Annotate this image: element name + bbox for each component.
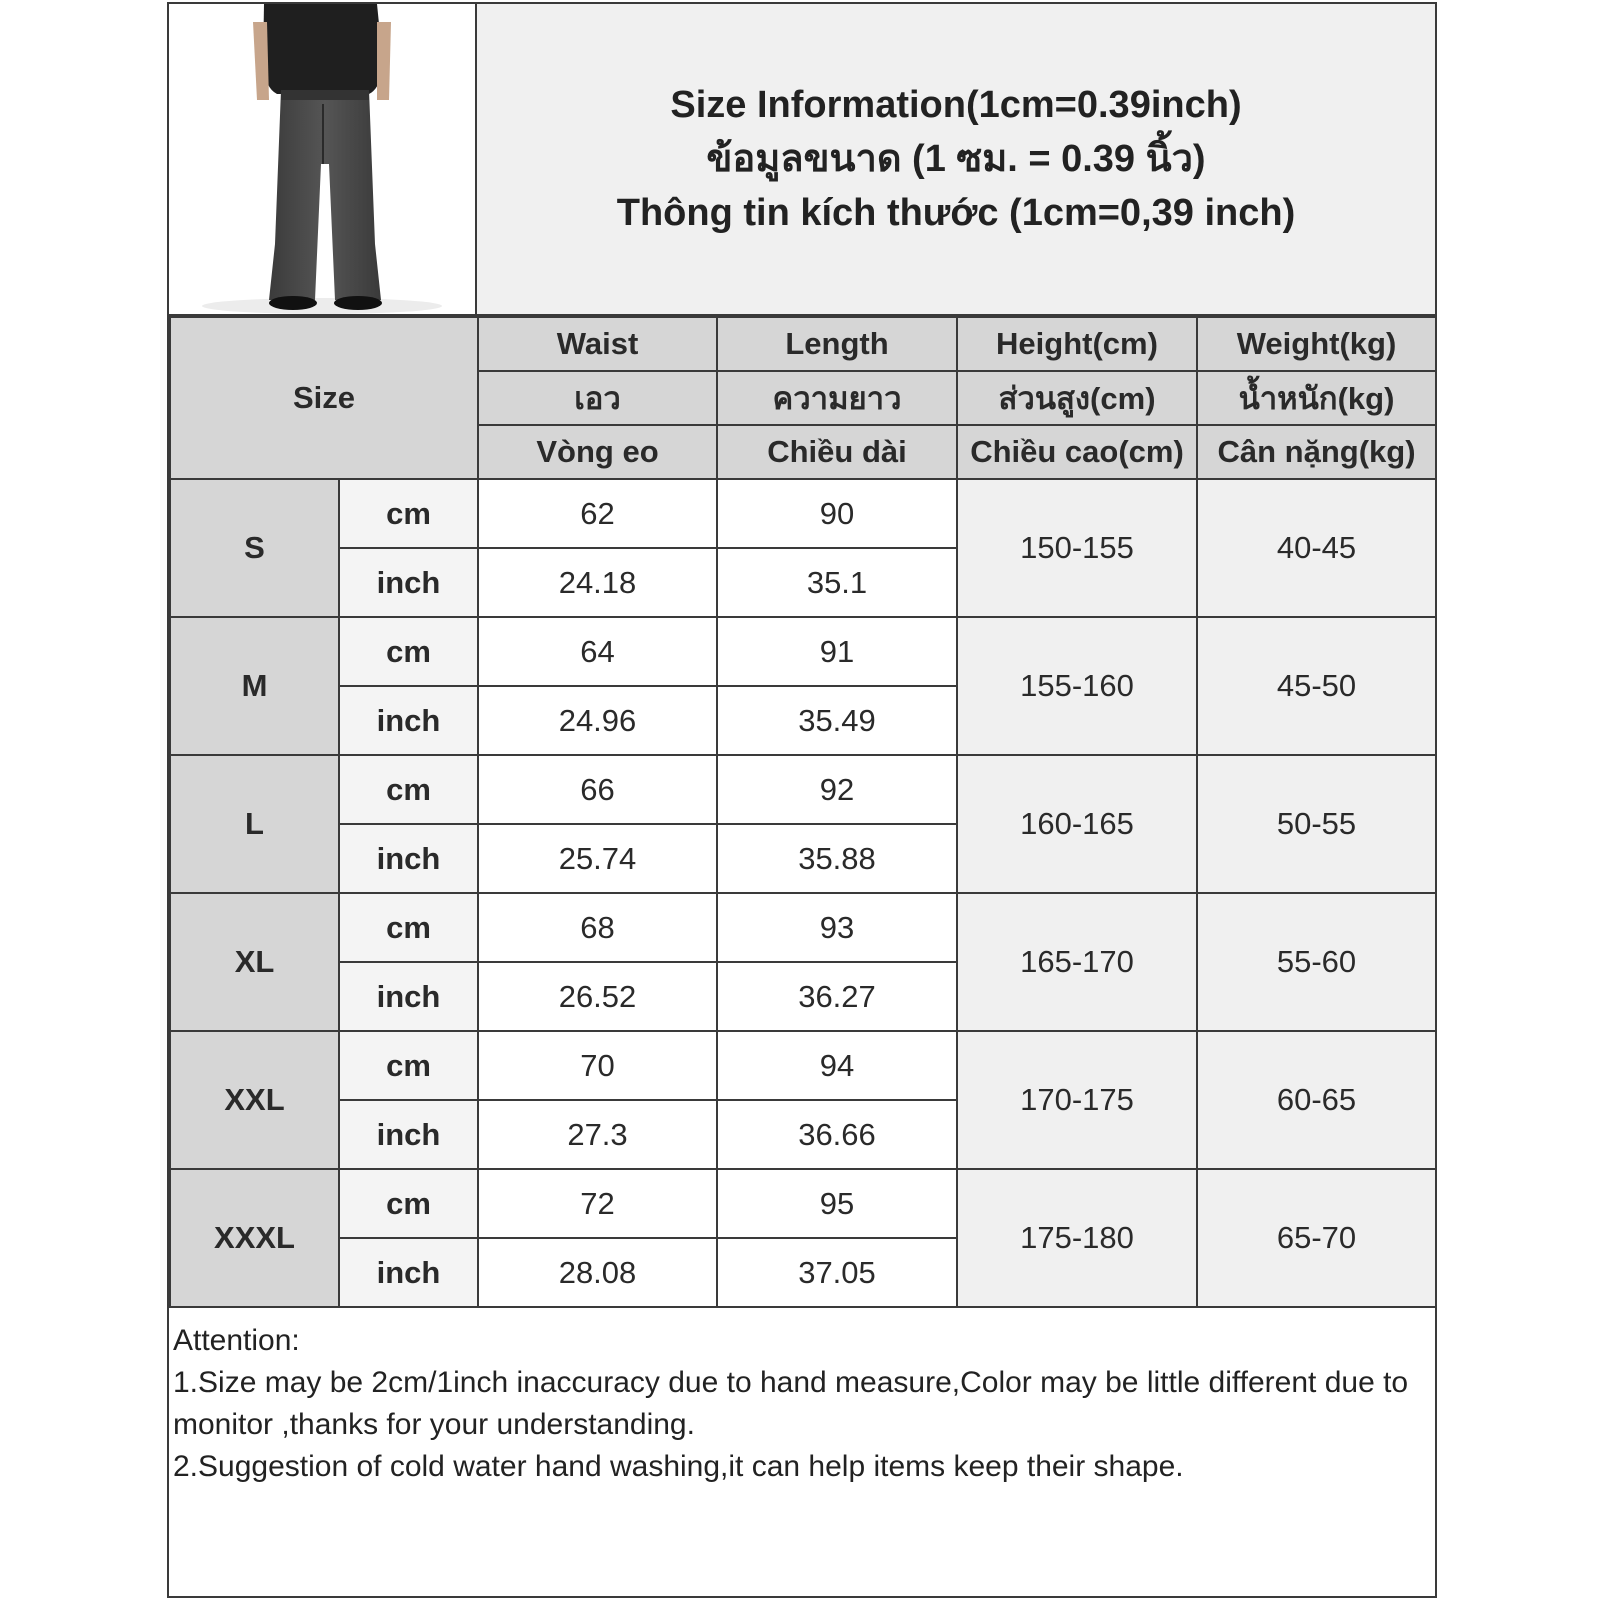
product-photo (169, 4, 477, 316)
model-wearing-jeans-image (169, 4, 475, 314)
length-inch: 36.66 (717, 1100, 957, 1169)
length-cm: 95 (717, 1169, 957, 1238)
table-row (170, 755, 1436, 824)
waist-inch: 24.96 (478, 686, 717, 755)
length-inch: 35.1 (717, 548, 957, 617)
size-label: XXL (170, 1031, 339, 1169)
unit-cm: cm (339, 893, 478, 962)
size-label: XL (170, 893, 339, 1031)
title-line-th: ข้อมูลขนาด (1 ซม. = 0.39 นิ้ว) (706, 138, 1206, 180)
weight-range: 50-55 (1197, 755, 1436, 893)
attention-heading: Attention: (173, 1324, 300, 1357)
length-cm: 94 (717, 1031, 957, 1100)
height-range: 160-165 (957, 755, 1197, 893)
col-header-length-en: Length (717, 317, 957, 371)
unit-cm: cm (339, 617, 478, 686)
height-range: 170-175 (957, 1031, 1197, 1169)
table-row (170, 1169, 1436, 1238)
weight-range: 60-65 (1197, 1031, 1436, 1169)
waist-cm: 72 (478, 1169, 717, 1238)
waist-inch: 27.3 (478, 1100, 717, 1169)
col-header-waist-en: Waist (478, 317, 717, 371)
col-header-length-vi: Chiều dài (717, 425, 957, 479)
unit-inch: inch (339, 824, 478, 893)
table-row (170, 479, 1436, 548)
waist-cm: 70 (478, 1031, 717, 1100)
col-header-waist-th: เอว (478, 371, 717, 425)
length-cm: 92 (717, 755, 957, 824)
col-header-height-th: ส่วนสูง(cm) (957, 371, 1197, 425)
size-label: L (170, 755, 339, 893)
height-range: 165-170 (957, 893, 1197, 1031)
length-cm: 93 (717, 893, 957, 962)
weight-range: 45-50 (1197, 617, 1436, 755)
weight-range: 65-70 (1197, 1169, 1436, 1307)
waist-cm: 68 (478, 893, 717, 962)
length-inch: 35.88 (717, 824, 957, 893)
title-line-en: Size Information(1cm=0.39inch) (670, 84, 1242, 126)
size-label: XXXL (170, 1169, 339, 1307)
col-header-length-th: ความยาว (717, 371, 957, 425)
unit-inch: inch (339, 1100, 478, 1169)
size-label: S (170, 479, 339, 617)
col-header-height-vi: Chiều cao(cm) (957, 425, 1197, 479)
attention-note-2: 2.Suggestion of cold water hand washing,it can help items keep their shape. (173, 1450, 1184, 1483)
col-header-weight-vi: Cân nặng(kg) (1197, 425, 1436, 479)
unit-cm: cm (339, 1031, 478, 1100)
unit-inch: inch (339, 548, 478, 617)
size-table (169, 316, 1437, 1308)
size-label: M (170, 617, 339, 755)
length-inch: 37.05 (717, 1238, 957, 1307)
col-header-weight-en: Weight(kg) (1197, 317, 1436, 371)
weight-range: 40-45 (1197, 479, 1436, 617)
length-cm: 91 (717, 617, 957, 686)
unit-cm: cm (339, 479, 478, 548)
size-header: Size (170, 317, 478, 479)
height-range: 150-155 (957, 479, 1197, 617)
col-header-waist-vi: Vòng eo (478, 425, 717, 479)
col-header-weight-th: น้ำหนัก(kg) (1197, 371, 1436, 425)
attention-notes (173, 1320, 1429, 1488)
waist-inch: 25.74 (478, 824, 717, 893)
title-line-vi: Thông tin kích thước (1cm=0,39 inch) (616, 192, 1296, 234)
waist-cm: 62 (478, 479, 717, 548)
waist-cm: 64 (478, 617, 717, 686)
length-inch: 35.49 (717, 686, 957, 755)
waist-inch: 28.08 (478, 1238, 717, 1307)
length-inch: 36.27 (717, 962, 957, 1031)
waist-inch: 26.52 (478, 962, 717, 1031)
table-row (170, 893, 1436, 962)
unit-cm: cm (339, 755, 478, 824)
size-chart (167, 2, 1437, 1598)
height-range: 175-180 (957, 1169, 1197, 1307)
unit-inch: inch (339, 1238, 478, 1307)
unit-inch: inch (339, 962, 478, 1031)
unit-cm: cm (339, 1169, 478, 1238)
attention-note-1: 1.Size may be 2cm/1inch inaccuracy due to hand measure,Color may be little different due to monitor ,thanks for your understanding. (173, 1366, 1409, 1441)
waist-inch: 24.18 (478, 548, 717, 617)
unit-inch: inch (339, 686, 478, 755)
col-header-height-en: Height(cm) (957, 317, 1197, 371)
length-cm: 90 (717, 479, 957, 548)
size-info-header (477, 4, 1435, 316)
weight-range: 55-60 (1197, 893, 1436, 1031)
height-range: 155-160 (957, 617, 1197, 755)
table-row (170, 617, 1436, 686)
table-row (170, 1031, 1436, 1100)
waist-cm: 66 (478, 755, 717, 824)
